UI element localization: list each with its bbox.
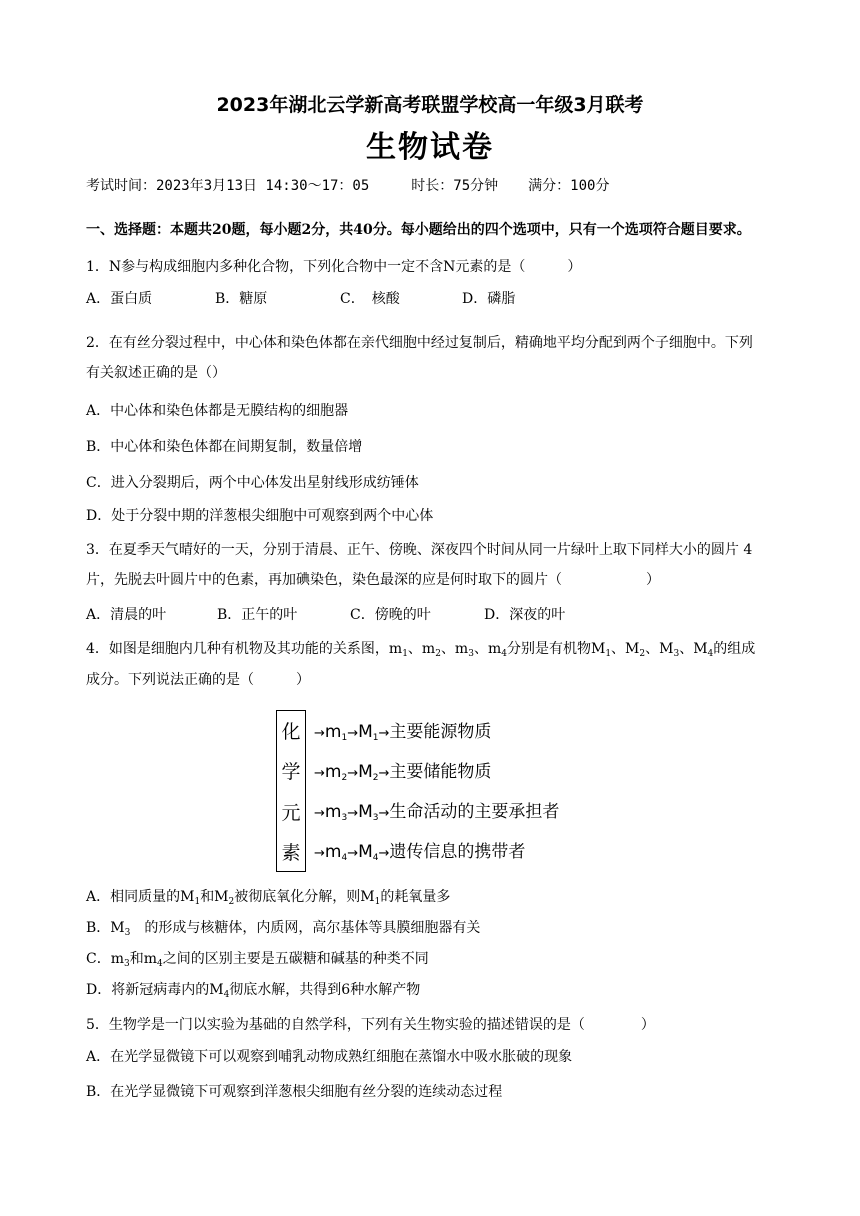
diagram-function: 主要能源物质 [389, 722, 492, 742]
q3-stem-line2: 片，先脱去叶圆片中的色素，再加碘染色，染色最深的应是何时取下的圆片（ ） [86, 572, 660, 588]
q4-stem-line1: 4．如图是细胞内几种有机物及其功能的关系图，$m_1$、$m_2$、$m_3$、$m_4$分别是有机物$M_1$、$M_2$、$M_3$、$M_4$的组成 [86, 641, 756, 659]
q1-option-b: B．糖原 [215, 291, 268, 307]
box-char: 元 [281, 802, 301, 824]
diagram-row-1: $\to m_1\to M_1\to$主要能源物质 [314, 722, 492, 743]
q2-option-c: C．进入分裂期后，两个中心体发出星射线形成纺锤体 [86, 475, 419, 491]
q3-option-b: B．正午的叶 [217, 607, 298, 623]
diagram-function: 生命活动的主要承担者 [389, 802, 560, 822]
diagram-function: 遗传信息的携带者 [389, 842, 526, 862]
q1-stem: 1．N参与构成细胞内多种化合物，下列化合物中一定不含N元素的是（ ） [86, 259, 582, 275]
box-char: 化 [281, 721, 301, 743]
diagram-function: 主要储能物质 [389, 762, 492, 782]
q1-option-c: C． 核酸 [340, 291, 400, 307]
q3-options [86, 604, 565, 624]
exam-duration: 时长：75分钟 [411, 178, 499, 194]
q4-diagram [276, 710, 586, 872]
exam-meta [86, 175, 609, 195]
q3-option-a: A．清晨的叶 [86, 607, 167, 623]
q2-option-d: D．处于分裂中期的洋葱根尖细胞中可观察到两个中心体 [86, 508, 434, 524]
q5-option-b: B．在光学显微镜下可观察到洋葱根尖细胞有丝分裂的连续动态过程 [86, 1084, 503, 1100]
exam-full-score: 满分：100分 [528, 178, 610, 194]
q1-options [86, 288, 515, 308]
section-heading: 一、选择题：本题共20题，每小题2分，共40分。每小题给出的四个选项中，只有一个选项符合题目要求。 [86, 222, 751, 238]
diagram-row-4: $\to m_4\to M_4\to$遗传信息的携带者 [314, 842, 526, 863]
q3-option-d: D．深夜的叶 [484, 607, 566, 623]
chemical-elements-box [276, 710, 306, 872]
exam-title: 2023年湖北云学新高考联盟学校高一年级3月联考 [216, 94, 644, 116]
q2-stem-line1: 2．在有丝分裂过程中，中心体和染色体都在亲代细胞中经过复制后，精确地平均分配到两个子细胞中。下列 [86, 335, 753, 351]
q4-stem-line2: 成分。下列说法正确的是（ ） [86, 672, 310, 688]
q1-option-d: D．磷脂 [462, 291, 516, 307]
diagram-row-2: $\to m_2\to M_2\to$主要储能物质 [314, 762, 492, 783]
diagram-row-3: $\to m_3\to M_3\to$生命活动的主要承担者 [314, 802, 560, 823]
q3-option-c: C．傍晚的叶 [350, 607, 431, 623]
q3-stem-line1: 3．在夏季天气晴好的一天，分别于清晨、正午、傍晚、深夜四个时间从同一片绿叶上取下同样大小的圆片 4 [86, 542, 753, 558]
q2-option-b: B．中心体和染色体都在间期复制，数量倍增 [86, 439, 363, 455]
q4-option-c: C．$m_3$和$m_4$之间的区别主要是五碳糖和碱基的种类不同 [86, 951, 429, 969]
q1-option-a: A．蛋白质 [86, 291, 153, 307]
q5-stem: 5．生物学是一门以实验为基础的自然学科，下列有关生物实验的描述错误的是（ ） [86, 1017, 655, 1033]
q4-option-d: D．将新冠病毒内的$M_4$彻底水解，共得到6种水解产物 [86, 982, 421, 1000]
q2-stem-line2: 有关叙述正确的是（） [86, 365, 226, 381]
box-char: 学 [281, 761, 301, 783]
box-char: 素 [281, 842, 301, 864]
q2-option-a: A．中心体和染色体都是无膜结构的细胞器 [86, 403, 349, 419]
q4-option-a: A．相同质量的$M_1$和$M_2$被彻底氧化分解，则$M_1$的耗氧量多 [86, 889, 451, 907]
q4-option-b: B．$M_3$ 的形成与核糖体，内质网，高尔基体等具膜细胞器有关 [86, 920, 481, 938]
subject-title: 生物试卷 [366, 130, 494, 165]
q5-option-a: A．在光学显微镜下可以观察到哺乳动物成熟红细胞在蒸馏水中吸水胀破的现象 [86, 1049, 573, 1065]
exam-time: 考试时间：2023年3月13日 14:30～17：05 [86, 178, 370, 194]
